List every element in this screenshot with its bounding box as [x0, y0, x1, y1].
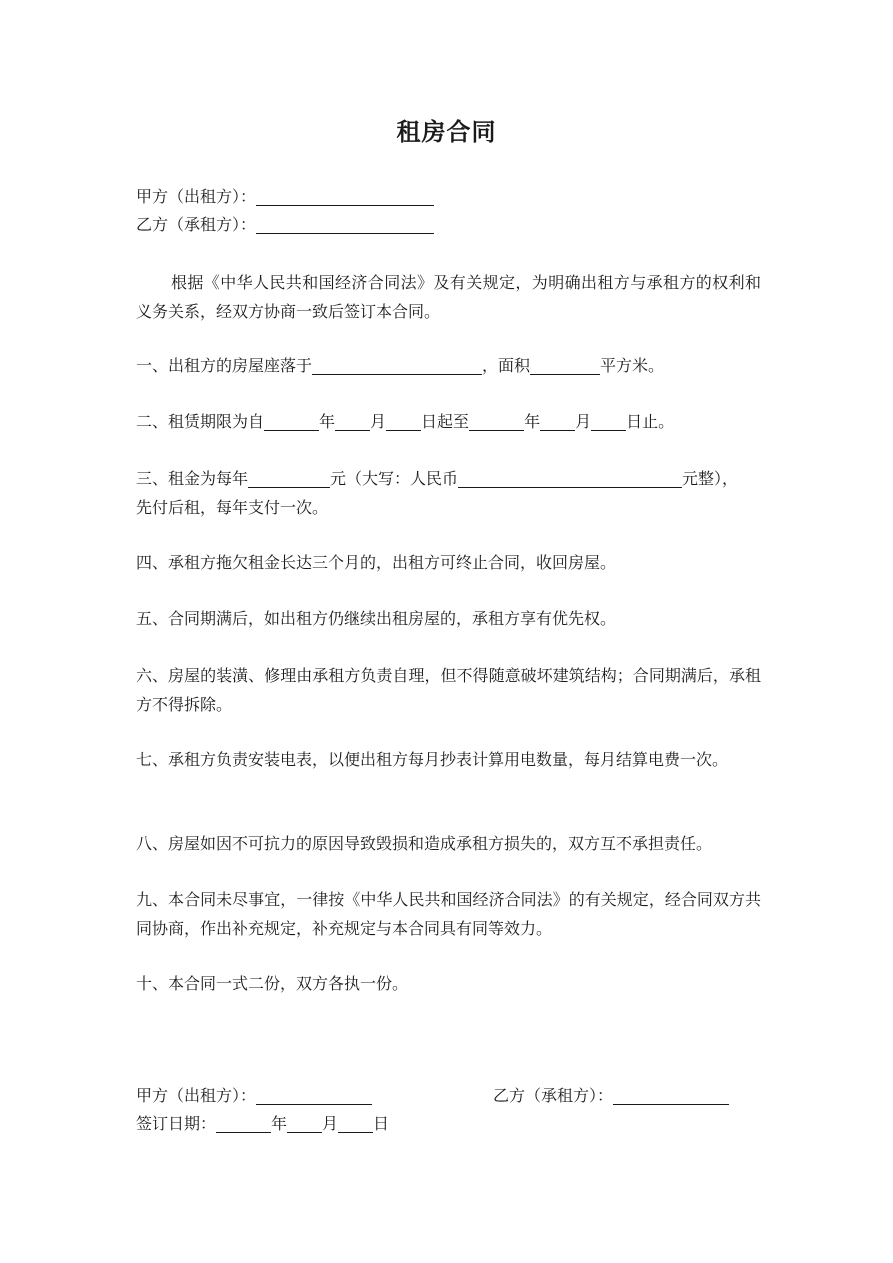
start-year-blank[interactable]	[264, 412, 319, 431]
signature-party-b-label: 乙方（承租方）：	[493, 1086, 614, 1105]
clause-6: 六、房屋的装潢、修理由承租方负责自理，但不得随意破坏建筑结构；合同期满后，承租方不得拆除。	[136, 666, 761, 714]
clause-1-mid: ，面积	[482, 356, 531, 375]
clause-2-prefix: 二、租赁期限为自	[136, 412, 265, 431]
clause-1	[136, 352, 761, 380]
clause-3-mid: 元（大写：人民币	[330, 469, 459, 488]
party-b-line	[136, 211, 761, 239]
sign-day-label: 日	[373, 1114, 390, 1133]
clause-5: 五、合同期满后，如出租方仍继续出租房屋的，承租方享有优先权。	[136, 609, 617, 628]
clause-2	[136, 408, 761, 436]
signature-party-b	[493, 1082, 729, 1110]
start-month-blank[interactable]	[335, 412, 370, 431]
clause-9: 九、本合同未尽事宜，一律按《中华人民共和国经济合同法》的有关规定，经合同双方共同协商，作出补充规定，补充规定与本合同具有同等效力。	[136, 890, 761, 938]
signing-date-label: 签订日期：	[136, 1114, 217, 1133]
clause-4: 四、承租方拖欠租金长达三个月的，出租方可终止合同，收回房屋。	[136, 553, 617, 572]
clause-3-prefix: 三、租金为每年	[136, 469, 249, 488]
party-b-label: 乙方（承租方）：	[136, 215, 257, 234]
sign-day-blank[interactable]	[338, 1114, 373, 1133]
party-a-blank[interactable]	[256, 187, 434, 206]
clause-2-month-1: 月	[370, 412, 387, 431]
signature-party-a	[136, 1082, 476, 1110]
annual-rent-blank[interactable]	[248, 469, 330, 488]
property-address-blank[interactable]	[312, 356, 482, 375]
sign-year-blank[interactable]	[216, 1114, 271, 1133]
signature-party-a-blank[interactable]	[256, 1086, 372, 1105]
clause-8: 八、房屋如因不可抗力的原因导致毁损和造成承租方损失的，双方互不承担责任。	[136, 834, 713, 853]
sign-month-label: 月	[322, 1114, 339, 1133]
intro-paragraph: 根据《中华人民共和国经济合同法》及有关规定，为明确出租方与承租方的权利和义务关系，经双方协商一致后签订本合同。	[136, 273, 761, 321]
rent-in-words-blank[interactable]	[458, 469, 682, 488]
clause-2-day-start: 日起至	[421, 412, 470, 431]
party-a-label: 甲方（出租方）：	[136, 187, 257, 206]
signature-party-a-label: 甲方（出租方）：	[136, 1086, 257, 1105]
sign-month-blank[interactable]	[287, 1114, 322, 1133]
party-b-blank[interactable]	[256, 215, 434, 234]
clause-1-prefix: 一、出租方的房屋座落于	[136, 356, 313, 375]
signing-date-line	[136, 1110, 761, 1138]
sign-year-label: 年	[271, 1114, 288, 1133]
document-title: 租房合同	[396, 117, 497, 146]
clause-3-line-1	[136, 465, 761, 493]
clause-1-suffix: 平方米。	[600, 356, 665, 375]
clause-3-suffix: 元整），	[682, 469, 739, 488]
area-blank[interactable]	[530, 356, 600, 375]
start-day-blank[interactable]	[386, 412, 421, 431]
clause-10: 十、本合同一式二份，双方各执一份。	[136, 974, 409, 993]
clause-3-line-2: 先付后租，每年支付一次。	[136, 498, 329, 517]
clause-2-day-end: 日止。	[626, 412, 675, 431]
clause-2-year-1: 年	[319, 412, 336, 431]
party-a-line	[136, 183, 761, 211]
clause-2-year-2: 年	[524, 412, 541, 431]
clause-2-month-2: 月	[575, 412, 592, 431]
end-day-blank[interactable]	[591, 412, 626, 431]
end-year-blank[interactable]	[469, 412, 524, 431]
signature-party-b-blank[interactable]	[613, 1086, 729, 1105]
end-month-blank[interactable]	[540, 412, 575, 431]
clause-7: 七、承租方负责安装电表，以便出租方每月抄表计算用电数量，每月结算电费一次。	[136, 750, 729, 769]
